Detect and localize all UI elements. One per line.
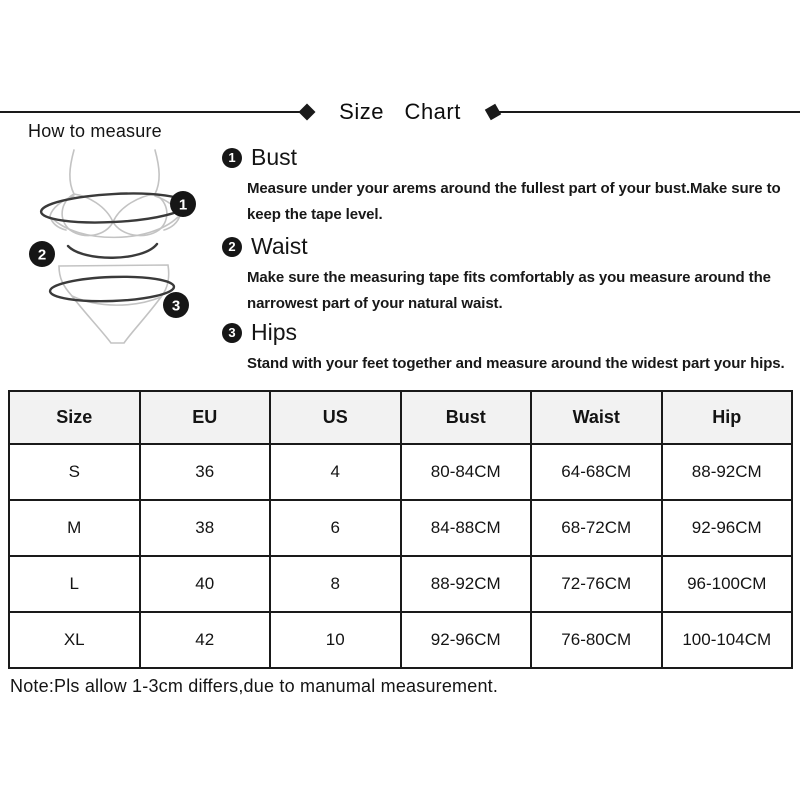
section-hips-heading — [222, 319, 790, 346]
bikini-illustration — [8, 140, 220, 368]
section-waist-description: Make sure the measuring tape fits comfortably as you measure around the narrowest part of your natural waist. — [247, 269, 771, 312]
cell-bust: 80-84CM — [401, 444, 532, 500]
bust-number-icon: 1 — [222, 148, 242, 168]
badge-1-number: 1 — [178, 196, 188, 214]
page-title: Size Chart — [339, 99, 461, 124]
table-row-s — [9, 444, 792, 500]
section-bust-heading — [222, 144, 790, 171]
badge-3-number: 3 — [171, 297, 181, 315]
section-hips-description: Stand with your feet together and measure around the widest part your hips. — [247, 355, 785, 372]
diamond-icon-right — [485, 104, 501, 120]
cell-eu: 40 — [140, 556, 271, 612]
cell-size: XL — [9, 612, 140, 668]
column-header-waist: Waist — [531, 391, 662, 444]
cell-hip: 92-96CM — [662, 500, 793, 556]
under-band — [52, 217, 178, 237]
table-row-m — [9, 500, 792, 556]
column-header-eu: EU — [140, 391, 271, 444]
cell-eu: 38 — [140, 500, 271, 556]
measurement-note: Note:Pls allow 1-3cm differs,due to manumal measurement. — [10, 676, 499, 696]
cell-size: S — [9, 444, 140, 500]
section-bust-description: Measure under your arems around the fullest part of your bust.Make sure to keep the tape level. — [247, 180, 781, 223]
cell-hip: 96-100CM — [662, 556, 793, 612]
size-table-header-row — [9, 391, 792, 444]
title-rule — [0, 101, 800, 123]
waist-tape — [68, 244, 157, 258]
cell-us: 6 — [270, 500, 401, 556]
waist-number-icon: 2 — [222, 237, 242, 257]
column-header-bust: Bust — [401, 391, 532, 444]
how-to-measure-label: How to measure — [28, 121, 162, 141]
size-table — [8, 390, 793, 669]
column-header-hip: Hip — [662, 391, 793, 444]
cell-eu: 36 — [140, 444, 271, 500]
cell-us: 8 — [270, 556, 401, 612]
column-header-us: US — [270, 391, 401, 444]
cell-us: 10 — [270, 612, 401, 668]
section-bust-title: Bust — [251, 144, 298, 170]
section-waist — [222, 233, 790, 317]
hips-number-icon: 3 — [222, 323, 242, 343]
cell-hip: 100-104CM — [662, 612, 793, 668]
cell-size: L — [9, 556, 140, 612]
section-hips — [222, 319, 790, 377]
section-waist-heading — [222, 233, 790, 260]
cell-waist: 68-72CM — [531, 500, 662, 556]
table-row-xl — [9, 612, 792, 668]
table-row-l — [9, 556, 792, 612]
cell-us: 4 — [270, 444, 401, 500]
badge-2-number: 2 — [37, 246, 47, 264]
cell-waist: 64-68CM — [531, 444, 662, 500]
section-waist-title: Waist — [251, 233, 308, 259]
cell-eu: 42 — [140, 612, 271, 668]
strap-left — [70, 150, 74, 194]
section-bust — [222, 144, 790, 228]
section-hips-title: Hips — [251, 319, 298, 345]
cell-bust: 88-92CM — [401, 556, 532, 612]
rule-line-right — [499, 111, 800, 113]
cell-waist: 72-76CM — [531, 556, 662, 612]
cell-bust: 84-88CM — [401, 500, 532, 556]
illustration-badges — [29, 191, 196, 318]
cell-size: M — [9, 500, 140, 556]
strap-right — [155, 150, 159, 194]
cell-waist: 76-80CM — [531, 612, 662, 668]
column-header-size: Size — [9, 391, 140, 444]
rule-line-left — [0, 111, 301, 113]
cell-bust: 92-96CM — [401, 612, 532, 668]
cell-hip: 88-92CM — [662, 444, 793, 500]
